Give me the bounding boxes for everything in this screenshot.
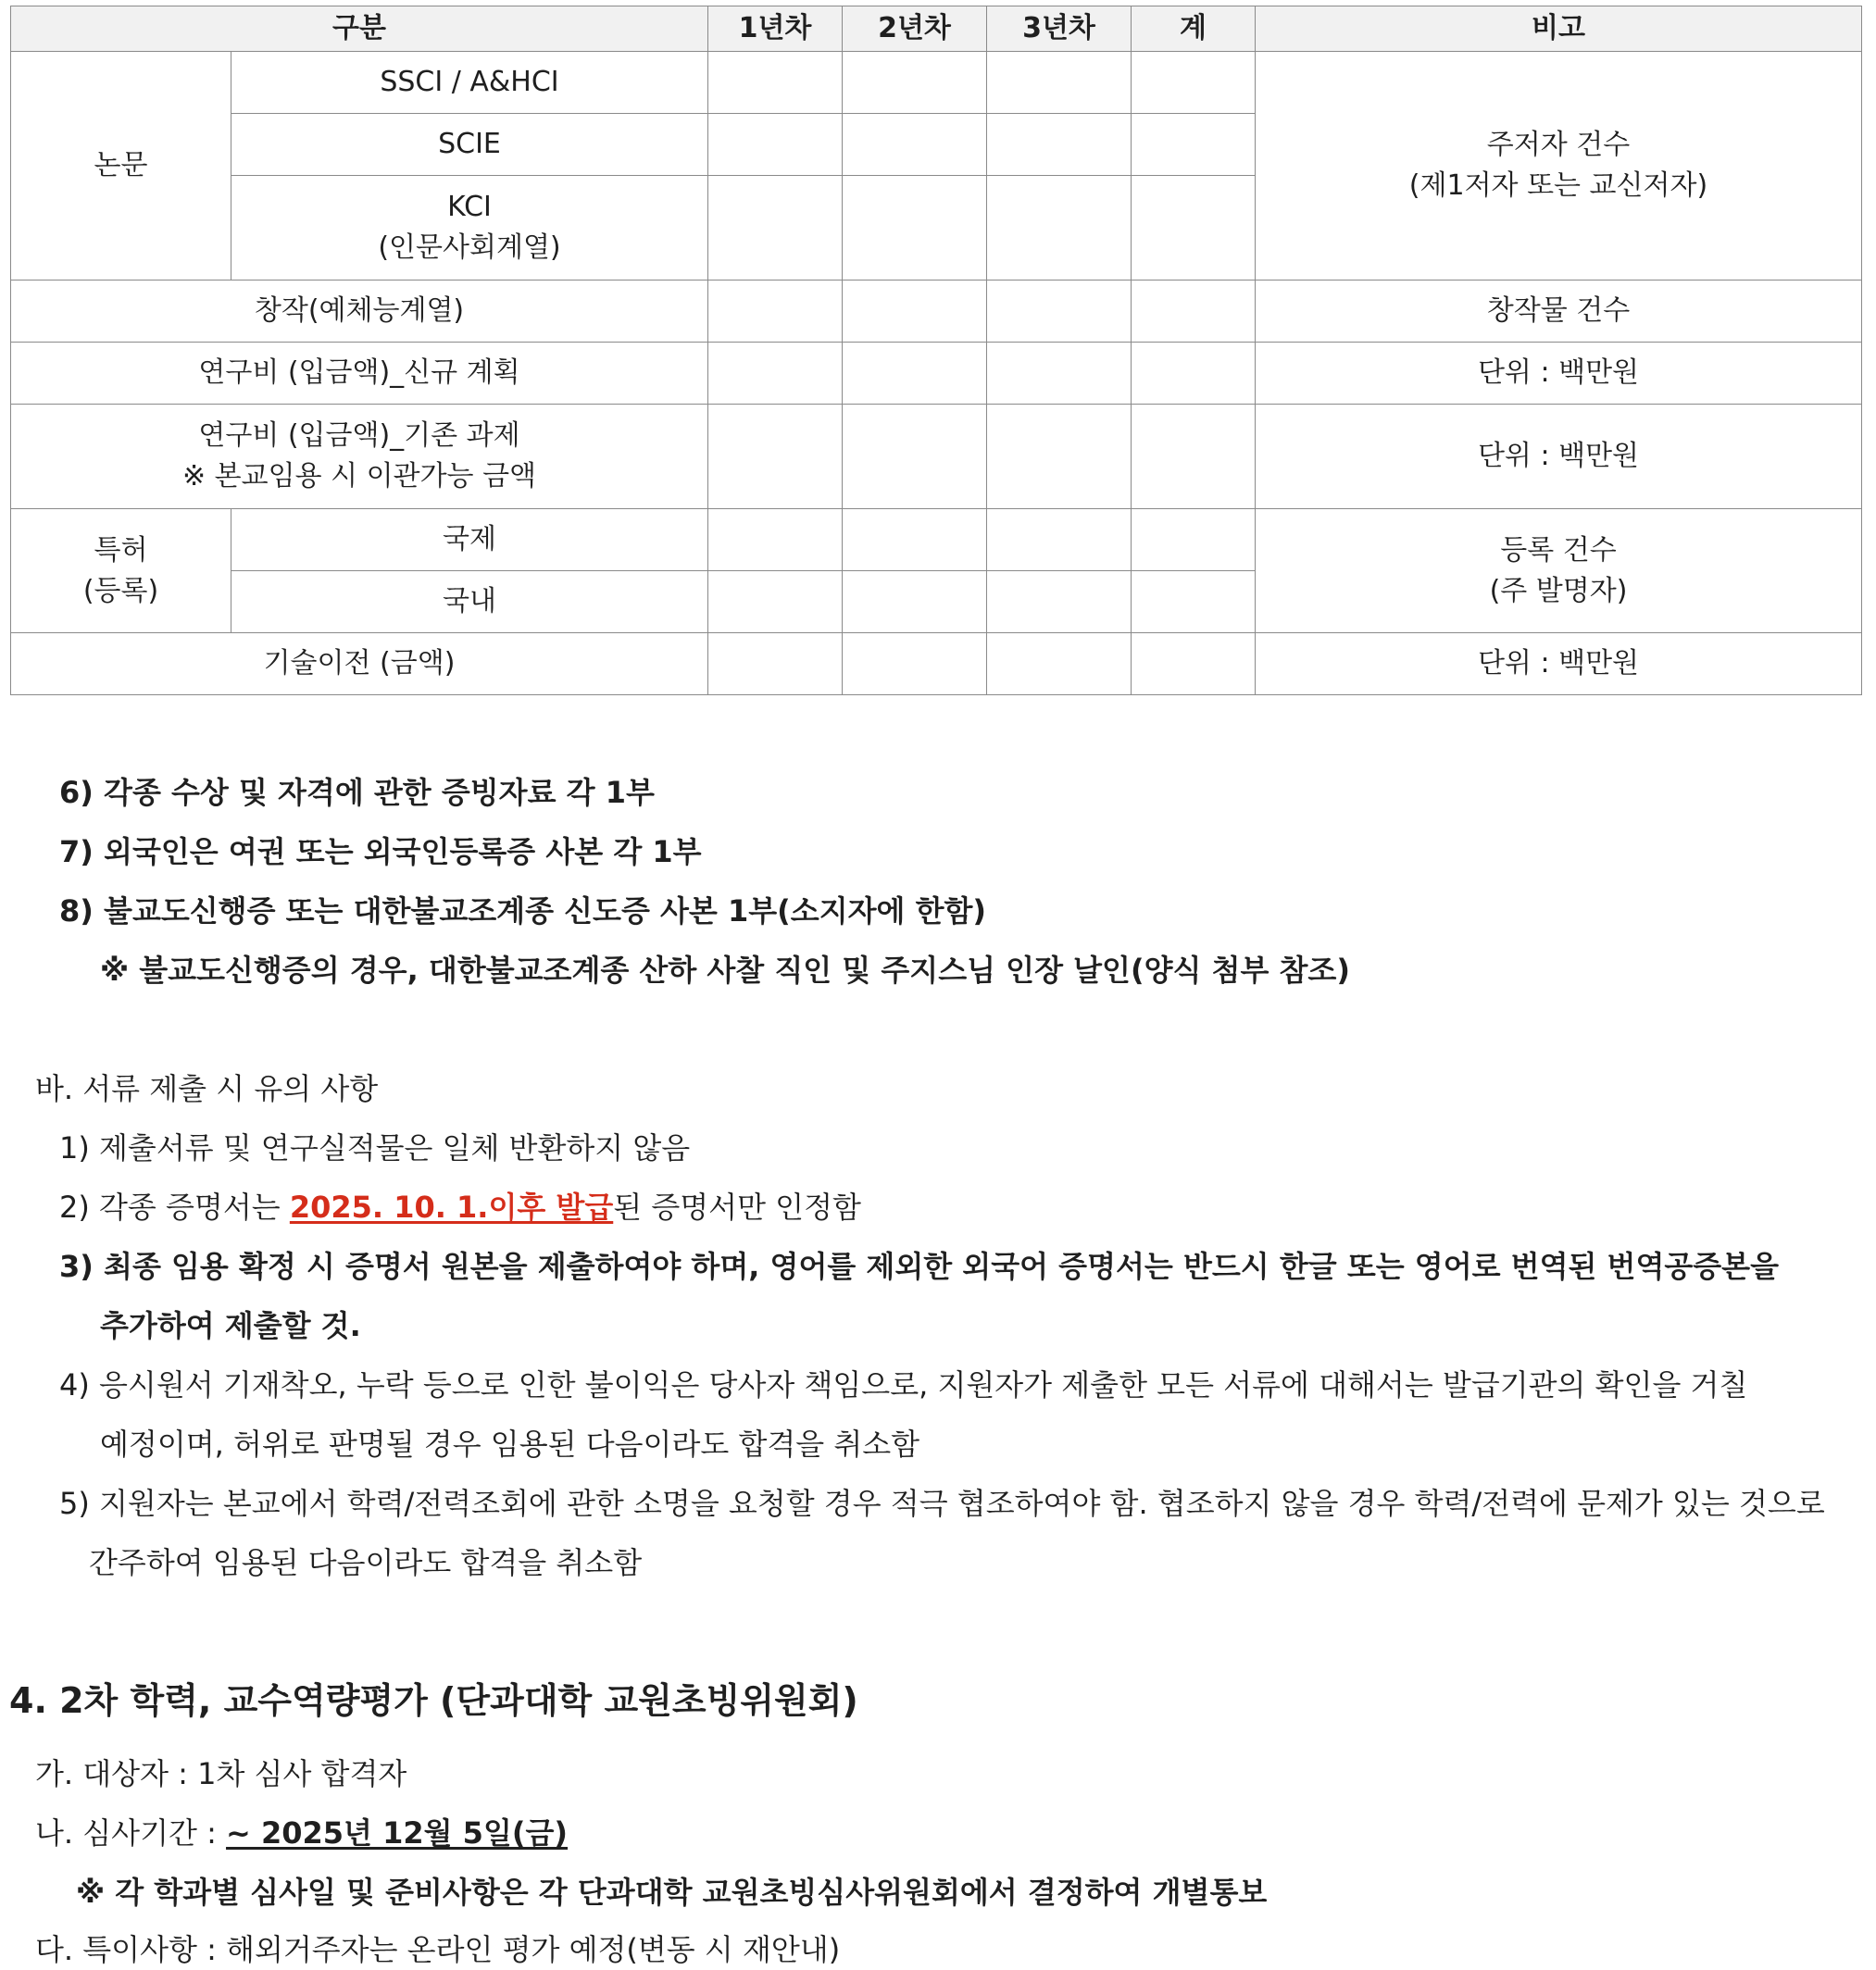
table-header-row xyxy=(11,6,1862,52)
empty-cell xyxy=(1132,571,1256,633)
tech-transfer-label: 기술이전 (금액) xyxy=(11,633,708,695)
patent-international-label: 국제 xyxy=(231,509,708,571)
empty-cell xyxy=(708,509,843,571)
papers-group-label: 논문 xyxy=(11,52,231,281)
empty-cell xyxy=(708,52,843,114)
empty-cell xyxy=(708,571,843,633)
caution-title: 바. 서류 제출 시 유의 사항 xyxy=(35,1071,379,1106)
patent-group-label: 특허 (등록) xyxy=(11,509,231,633)
empty-cell xyxy=(843,633,987,695)
header-year1: 1년차 xyxy=(708,6,843,52)
papers-scie-label: SCIE xyxy=(231,114,708,176)
section-4-heading: 4. 2차 학력, 교수역량평가 (단과대학 교원초빙위원회) xyxy=(9,1680,858,1721)
doc-item-8: 8) 불교도신행증 또는 대한불교조계종 신도증 사본 1부(소지자에 한함) xyxy=(59,893,987,929)
fund-new-note: 단위 : 백만원 xyxy=(1256,343,1862,405)
empty-cell xyxy=(708,114,843,176)
creation-note: 창작물 건수 xyxy=(1256,281,1862,343)
caution-item-2 xyxy=(59,1187,861,1228)
caution-item-4-line1: 4) 응시원서 기재착오, 누락 등으로 인한 불이익은 당사자 책임으로, 지원자가 제출한 모든 서류에 대해서는 발급기관의 확인을 거칠 xyxy=(59,1367,1748,1403)
empty-cell xyxy=(843,176,987,281)
table-row xyxy=(11,52,1862,114)
empty-cell xyxy=(1132,633,1256,695)
table-row xyxy=(11,509,1862,571)
empty-cell xyxy=(987,405,1132,509)
doc-item-7: 7) 외국인은 여권 또는 외국인등록증 사본 각 1부 xyxy=(59,834,702,869)
caution-item-5-line1: 5) 지원자는 본교에서 학력/전력조회에 관한 소명을 요청할 경우 적극 협조하여야 함. 협조하지 않을 경우 학력/전력에 문제가 있는 것으로 xyxy=(59,1486,1825,1521)
table-row xyxy=(11,405,1862,509)
empty-cell xyxy=(1132,281,1256,343)
header-category: 구분 xyxy=(11,6,708,52)
empty-cell xyxy=(987,52,1132,114)
empty-cell xyxy=(843,281,987,343)
research-performance-table xyxy=(10,6,1862,695)
review-period-date: ~ 2025년 12월 5일(금) xyxy=(226,1815,569,1851)
empty-cell xyxy=(708,176,843,281)
empty-cell xyxy=(987,571,1132,633)
fund-new-label: 연구비 (입금액)_신규 계획 xyxy=(11,343,708,405)
empty-cell xyxy=(987,509,1132,571)
empty-cell xyxy=(1132,52,1256,114)
empty-cell xyxy=(843,571,987,633)
empty-cell xyxy=(843,52,987,114)
empty-cell xyxy=(708,633,843,695)
header-year2: 2년차 xyxy=(843,6,987,52)
empty-cell xyxy=(843,343,987,405)
patent-domestic-label: 국내 xyxy=(231,571,708,633)
papers-note: 주저자 건수 (제1저자 또는 교신저자) xyxy=(1256,52,1862,281)
empty-cell xyxy=(843,114,987,176)
empty-cell xyxy=(987,633,1132,695)
empty-cell xyxy=(843,509,987,571)
section-4-item-na-note: ※ 각 학과별 심사일 및 준비사항은 각 단과대학 교원초빙심사위원회에서 결정하여 개별통보 xyxy=(76,1875,1268,1910)
empty-cell xyxy=(1132,176,1256,281)
doc-item-6: 6) 각종 수상 및 자격에 관한 증빙자료 각 1부 xyxy=(59,775,655,810)
caution-item-2-suffix: 된 증명서만 인정함 xyxy=(613,1190,861,1225)
empty-cell xyxy=(1132,343,1256,405)
papers-ssci-label: SSCI / A&HCI xyxy=(231,52,708,114)
empty-cell xyxy=(843,405,987,509)
empty-cell xyxy=(1132,405,1256,509)
section-4-item-ga: 가. 대상자 : 1차 심사 합격자 xyxy=(35,1756,407,1791)
caution-item-3-line1: 3) 최종 임용 확정 시 증명서 원본을 제출하여야 하며, 영어를 제외한 외국어 증명서는 반드시 한글 또는 영어로 번역된 번역공증본을 xyxy=(59,1249,1780,1284)
table-row xyxy=(11,281,1862,343)
empty-cell xyxy=(987,176,1132,281)
tech-transfer-note: 단위 : 백만원 xyxy=(1256,633,1862,695)
empty-cell xyxy=(1132,114,1256,176)
section-4-item-da: 다. 특이사항 : 해외거주자는 온라인 평가 예정(변동 시 재안내) xyxy=(35,1932,841,1967)
empty-cell xyxy=(987,343,1132,405)
doc-item-8-note: ※ 불교도신행증의 경우, 대한불교조계종 산하 사찰 직인 및 주지스님 인장 날인(양식 첨부 참조) xyxy=(100,953,1350,988)
caution-item-3-line2: 추가하여 제출할 것. xyxy=(100,1308,361,1343)
empty-cell xyxy=(987,281,1132,343)
fund-existing-note: 단위 : 백만원 xyxy=(1256,405,1862,509)
table-row xyxy=(11,633,1862,695)
section-4-item-na xyxy=(35,1813,568,1853)
header-note: 비고 xyxy=(1256,6,1862,52)
caution-item-4-line2: 예정이며, 허위로 판명될 경우 임용된 다음이라도 합격을 취소함 xyxy=(100,1427,920,1462)
issue-date-highlight: 2025. 10. 1.이후 발급 xyxy=(289,1190,614,1225)
empty-cell xyxy=(708,405,843,509)
empty-cell xyxy=(708,343,843,405)
caution-item-5-line2: 간주하여 임용된 다음이라도 합격을 취소함 xyxy=(89,1545,643,1580)
empty-cell xyxy=(708,281,843,343)
fund-existing-label: 연구비 (입금액)_기존 과제 ※ 본교임용 시 이관가능 금액 xyxy=(11,405,708,509)
creation-label: 창작(예체능계열) xyxy=(11,281,708,343)
review-period-label: 나. 심사기간 : xyxy=(35,1815,227,1851)
empty-cell xyxy=(987,114,1132,176)
empty-cell xyxy=(1132,509,1256,571)
caution-item-2-prefix: 2) 각종 증명서는 xyxy=(59,1190,290,1225)
papers-kci-label: KCI (인문사회계열) xyxy=(231,176,708,281)
table-row xyxy=(11,343,1862,405)
header-year3: 3년차 xyxy=(987,6,1132,52)
header-total: 계 xyxy=(1132,6,1256,52)
patent-note: 등록 건수 (주 발명자) xyxy=(1256,509,1862,633)
caution-item-1: 1) 제출서류 및 연구실적물은 일체 반환하지 않음 xyxy=(59,1130,691,1166)
